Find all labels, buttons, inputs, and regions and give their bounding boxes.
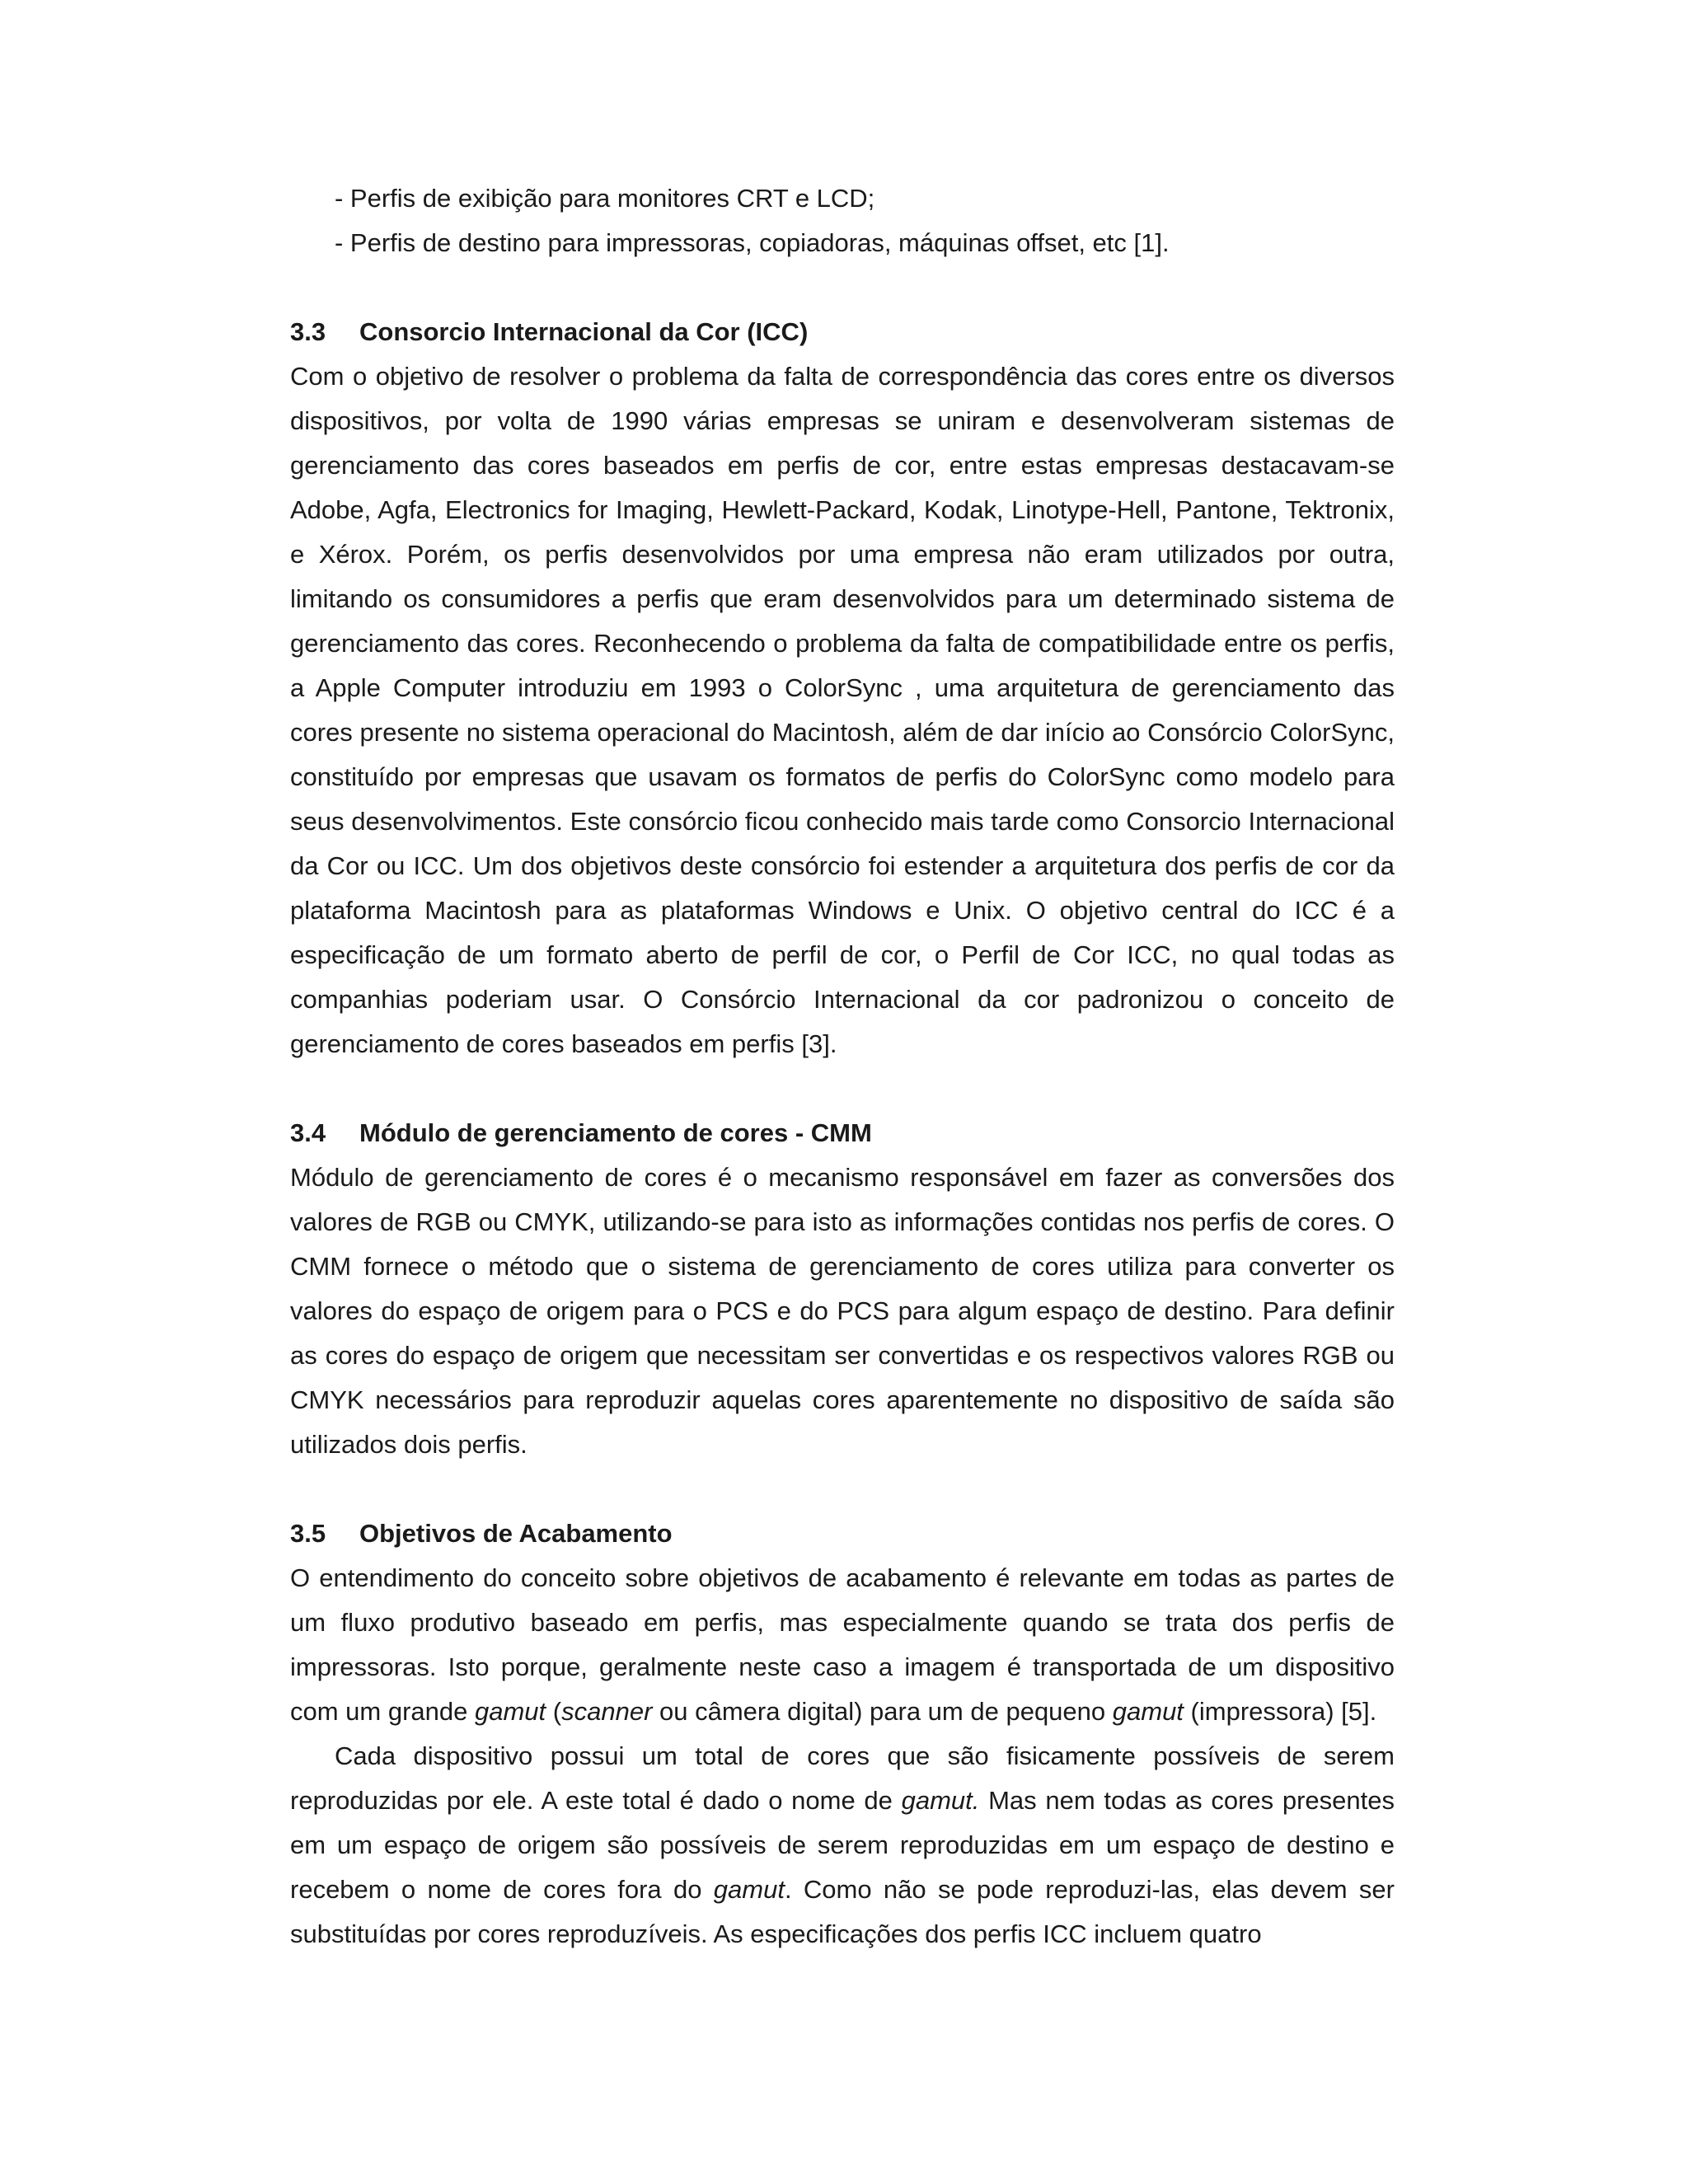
text-run: Cada dispositivo possui um total de cores que são fisicamente possíveis de serem reproduzidas por ele. A este total é dado o nome de: [290, 1741, 1395, 1815]
section-3-3-number: 3.3: [290, 317, 326, 346]
spacer: [290, 1467, 1395, 1511]
italic-term: scanner: [561, 1697, 653, 1726]
text-run: Mas nem todas as cores presentes em um espaço de origem são possíveis de serem reproduzidas em um espaço de destino e recebem o nome de cores fora do: [290, 1786, 1395, 1904]
section-3-3-paragraph: Com o objetivo de resolver o problema da falta de correspondência das cores entre os diversos dispositivos, por volta de 1990 várias empresas se uniram e desenvolveram sistemas de gerenciamento das cores baseados em perfis de cor, entre estas empresas destacavam-se Adobe, Agfa, Electronics for Imaging, Hewlett-Packard, Kodak, Linotype-Hell, Pantone, Tektronix, e Xérox. Porém, os perfis desenvolvidos por uma empresa não eram utilizados por outra, limitando os consumidores a perfis que eram desenvolvidos para um determinado sistema de gerenciamento das cores. Reconhecendo o problema da falta de compatibilidade entre os perfis, a Apple Computer introduziu em 1993 o ColorSync , uma arquitetura de gerenciamento das cores presente no sistema operacional do Macintosh, além de dar início ao Consórcio ColorSync, constituído por empresas que usavam os formatos de perfis do ColorSync como modelo para seus desenvolvimentos. Este consórcio ficou conhecido mais tarde como Consorcio Internacional da Cor ou ICC. Um dos objetivos deste consórcio foi estender a arquitetura dos perfis de cor da plataforma Macintosh para as plataformas Windows e Unix. O objetivo central do ICC é a especificação de um formato aberto de perfil de cor, o Perfil de Cor ICC, no qual todas as companhias poderiam usar. O Consórcio Internacional da cor padronizou o conceito de gerenciamento de cores baseados em perfis [3].: [290, 362, 1395, 1058]
bullet-display-profiles: - Perfis de exibição para monitores CRT e LCD;: [335, 184, 875, 213]
italic-term: gamut: [1112, 1697, 1184, 1726]
spacer: [290, 1066, 1395, 1111]
section-3-4-paragraph: Módulo de gerenciamento de cores é o mecanismo responsável em fazer as conversões dos valores de RGB ou CMYK, utilizando-se para isto as informações contidas nos perfis de cores. O CMM fornece o método que o sistema de gerenciamento de cores utiliza para converter os valores do espaço de origem para o PCS e do PCS para algum espaço de destino. Para definir as cores do espaço de origem que necessitam ser convertidas e os respectivos valores RGB ou CMYK necessários para reproduzir aquelas cores aparentemente no dispositivo de saída são utilizados dois perfis.: [290, 1163, 1395, 1459]
text-run: ou câmera digital) para um de pequeno: [652, 1697, 1113, 1726]
italic-term: gamut: [475, 1697, 546, 1726]
section-3-3-title: Consorcio Internacional da Cor (ICC): [359, 317, 809, 346]
italic-term: gamut.: [901, 1786, 980, 1815]
section-3-5-title: Objetivos de Acabamento: [359, 1519, 673, 1548]
section-3-5-heading: [290, 1511, 1395, 1556]
section-3-5-paragraph-1: [290, 1556, 1395, 1734]
section-3-4-heading: [290, 1111, 1395, 1155]
section-3-4-number: 3.4: [290, 1118, 326, 1147]
section-3-5-paragraph-2: [290, 1734, 1395, 1957]
text-run: . Como não se pode reproduzi-las, elas devem ser substituídas por cores reproduzíveis. As especificações dos perfis ICC incluem quatro: [290, 1875, 1395, 1948]
text-run: O entendimento do conceito sobre objetivos de acabamento é relevante em todas as partes de um fluxo produtivo baseado em perfis, mas especialmente quando se trata dos perfis de impressoras. Isto porque, geralmente neste caso a imagem é transportada de um dispositivo com um grande: [290, 1563, 1395, 1726]
italic-term: gamut: [713, 1875, 785, 1904]
section-3-5-number: 3.5: [290, 1519, 326, 1548]
section-3-3-heading: [290, 310, 1395, 354]
text-run: (impressora) [5].: [1183, 1697, 1377, 1726]
document-page: [290, 176, 1395, 1957]
bullet-destination-profiles: - Perfis de destino para impressoras, copiadoras, máquinas offset, etc [1].: [335, 228, 1170, 257]
spacer: [290, 265, 1395, 310]
text-run: (: [546, 1697, 562, 1726]
section-3-4-title: Módulo de gerenciamento de cores - CMM: [359, 1118, 872, 1147]
